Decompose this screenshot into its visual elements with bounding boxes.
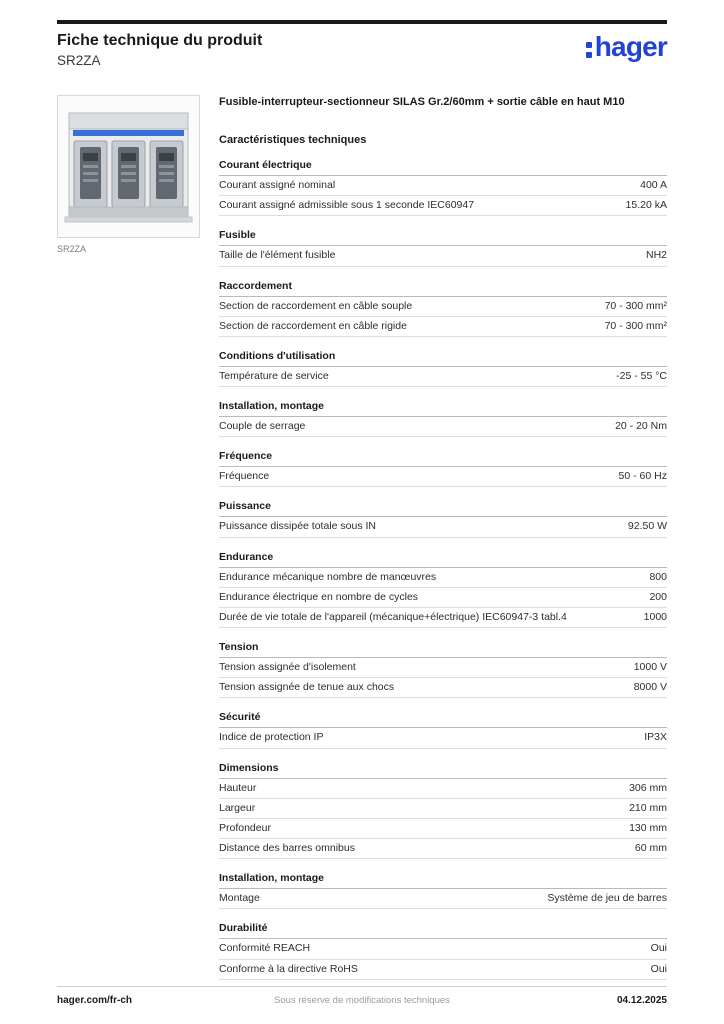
spec-section (219, 350, 667, 387)
spec-value: 200 (649, 590, 667, 603)
spec-value: 1000 (643, 610, 667, 623)
spec-row (219, 588, 667, 608)
spec-value: 70 - 300 mm² (604, 299, 667, 312)
section-rows (219, 246, 667, 266)
spec-column (219, 95, 667, 980)
hager-logo (586, 33, 667, 61)
spec-value: 8000 V (633, 681, 667, 694)
spec-value: 130 mm (629, 821, 667, 834)
section-rows (219, 658, 667, 698)
spec-label: Taille de l'élément fusible (219, 249, 336, 262)
footer-website: hager.com/fr-ch (57, 995, 133, 1006)
hager-logo-colon-icon (586, 36, 592, 58)
section-title: Raccordement (219, 280, 667, 297)
spec-section (219, 280, 667, 337)
spec-row (219, 678, 667, 698)
spec-label: Distance des barres omnibus (219, 842, 355, 855)
spec-label: Profondeur (219, 821, 271, 834)
spec-label: Endurance électrique en nombre de cycles (219, 590, 419, 603)
spec-sections (219, 159, 667, 980)
spec-row (219, 417, 667, 437)
footer-date: 04.12.2025 (616, 995, 667, 1006)
spec-label: Conformité REACH (219, 942, 311, 955)
spec-value: 60 mm (634, 842, 667, 855)
section-title: Tension (219, 641, 667, 658)
section-title: Fusible (219, 229, 667, 246)
spec-value: 400 A (640, 179, 667, 192)
spec-label: Tension assignée d'isolement (219, 661, 356, 674)
spec-value: Système de jeu de barres (547, 892, 667, 905)
section-rows (219, 297, 667, 337)
spec-section (219, 872, 667, 909)
spec-label: Température de service (219, 369, 329, 382)
spec-row (219, 839, 667, 859)
spec-label: Hauteur (219, 781, 257, 794)
section-title: Puissance (219, 500, 667, 517)
section-rows (219, 889, 667, 909)
spec-value: 50 - 60 Hz (618, 470, 667, 483)
header-titles (57, 31, 262, 69)
spec-section (219, 450, 667, 487)
spec-label: Indice de protection IP (219, 731, 324, 744)
spec-row (219, 246, 667, 266)
spec-row (219, 297, 667, 317)
product-reference: SR2ZA (57, 53, 101, 68)
product-image-frame (57, 95, 200, 238)
spec-value: 15.20 kA (625, 199, 667, 212)
spec-row (219, 799, 667, 819)
spec-value: 70 - 300 mm² (604, 319, 667, 332)
spec-value: 92.50 W (627, 520, 667, 533)
section-rows (219, 568, 667, 629)
spec-label: Courant assigné admissible sous 1 seconde IEC60947 (219, 199, 475, 212)
spec-section (219, 551, 667, 629)
spec-label: Tension assignée de tenue aux chocs (219, 681, 395, 694)
spec-section (219, 922, 667, 979)
footer-disclaimer: Sous réserve de modifications techniques (274, 995, 450, 1006)
spec-row (219, 196, 667, 216)
spec-label: Endurance mécanique nombre de manœuvres (219, 570, 437, 583)
spec-label: Section de raccordement en câble rigide (219, 319, 407, 332)
spec-label: Puissance dissipée totale sous IN (219, 520, 377, 533)
section-rows (219, 417, 667, 437)
spec-section (219, 711, 667, 748)
spec-label: Montage (219, 892, 260, 905)
section-title: Fréquence (219, 450, 667, 467)
spec-section (219, 500, 667, 537)
section-title: Conditions d'utilisation (219, 350, 667, 367)
spec-row (219, 608, 667, 628)
section-rows (219, 779, 667, 860)
spec-value: 1000 V (633, 661, 667, 674)
spec-section (219, 229, 667, 266)
spec-value: 306 mm (629, 781, 667, 794)
product-image-column (57, 95, 202, 980)
section-rows (219, 939, 667, 979)
page-footer (57, 986, 667, 1006)
section-rows (219, 176, 667, 216)
spec-value: Oui (650, 962, 667, 975)
spec-row (219, 939, 667, 959)
spec-value: 800 (649, 570, 667, 583)
spec-row (219, 176, 667, 196)
section-title: Courant électrique (219, 159, 667, 176)
spec-row (219, 568, 667, 588)
spec-section (219, 762, 667, 860)
spec-row (219, 960, 667, 980)
section-title: Dimensions (219, 762, 667, 779)
product-image-caption: SR2ZA (57, 244, 87, 255)
section-rows (219, 517, 667, 537)
section-rows (219, 367, 667, 387)
spec-row (219, 467, 667, 487)
spec-row (219, 367, 667, 387)
section-title: Installation, montage (219, 400, 667, 417)
spec-value: 210 mm (629, 801, 667, 814)
spec-row (219, 517, 667, 537)
spec-label: Durée de vie totale de l'appareil (mécanique+électrique) IEC60947-3 tabl.4 (219, 610, 567, 623)
spec-label: Fréquence (219, 470, 270, 483)
spec-label: Couple de serrage (219, 420, 306, 433)
spec-section (219, 159, 667, 216)
spec-section (219, 400, 667, 437)
spec-value: NH2 (645, 249, 667, 262)
main-content (57, 95, 667, 980)
spec-row (219, 889, 667, 909)
spec-label: Conforme à la directive RoHS (219, 962, 358, 975)
spec-label: Section de raccordement en câble souple (219, 299, 413, 312)
product-image (61, 99, 196, 234)
spec-section (219, 641, 667, 698)
section-rows (219, 467, 667, 487)
section-title: Endurance (219, 551, 667, 568)
characteristics-title: Caractéristiques techniques (219, 134, 367, 147)
spec-label: Courant assigné nominal (219, 179, 336, 192)
spec-value: 20 - 20 Nm (615, 420, 667, 433)
spec-value: -25 - 55 °C (616, 369, 667, 382)
spec-row (219, 658, 667, 678)
spec-label: Largeur (219, 801, 256, 814)
spec-row (219, 819, 667, 839)
spec-row (219, 779, 667, 799)
spec-value: Oui (650, 942, 667, 955)
section-title: Installation, montage (219, 872, 667, 889)
section-rows (219, 728, 667, 748)
section-title: Sécurité (219, 711, 667, 728)
page-header (57, 20, 667, 69)
page-title: Fiche technique du produit (57, 32, 263, 49)
spec-value: IP3X (644, 731, 667, 744)
product-name: Fusible-interrupteur-sectionneur SILAS Gr.2/60mm + sortie câble en haut M10 (219, 96, 625, 109)
section-title: Durabilité (219, 922, 667, 939)
hager-logo-text: hager (594, 31, 667, 62)
spec-row (219, 728, 667, 748)
spec-row (219, 317, 667, 337)
